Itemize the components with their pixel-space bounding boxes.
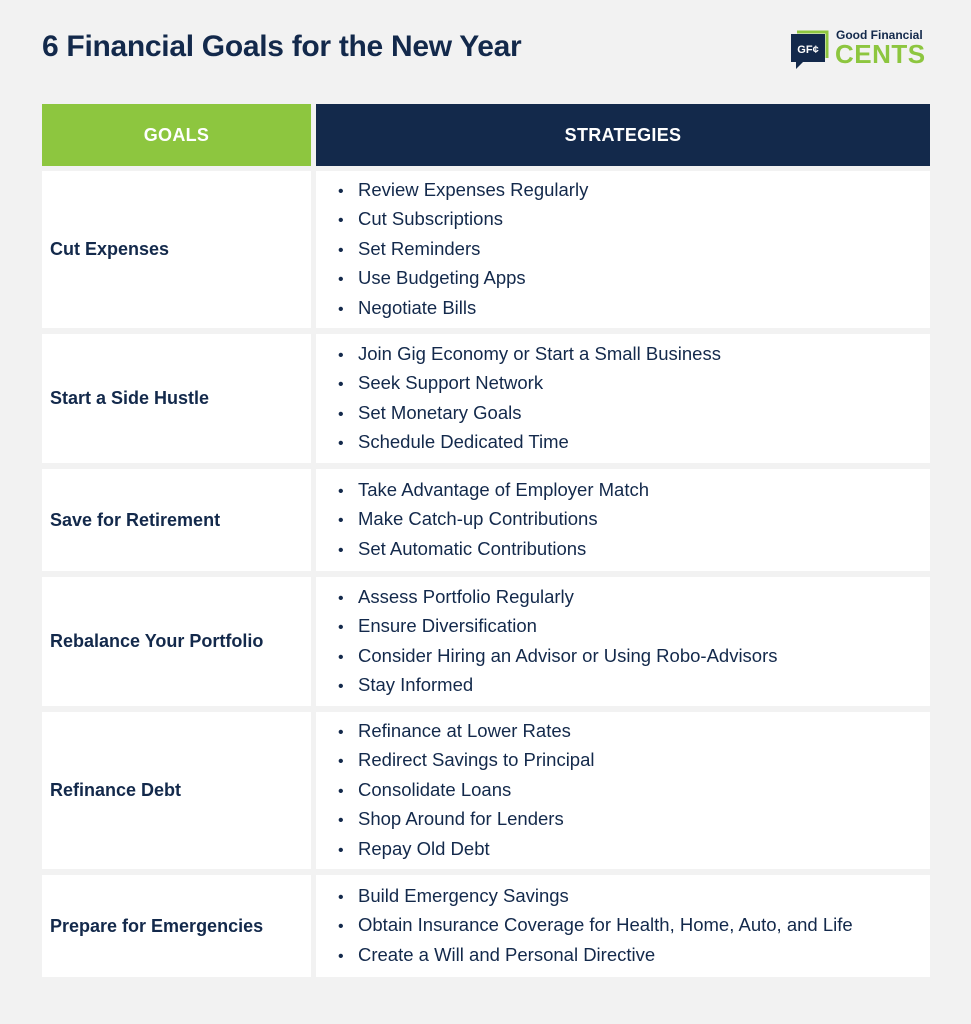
strategy-text: Set Automatic Contributions: [358, 537, 587, 559]
strategies-column-header: STRATEGIES: [316, 104, 930, 166]
strategy-item: [338, 746, 595, 776]
strategies-cell: [316, 875, 930, 977]
strategy-list: [338, 583, 778, 701]
strategy-item: [338, 583, 778, 613]
bullet: •: [338, 648, 344, 666]
strategies-cell: [316, 577, 930, 706]
bullet: •: [338, 435, 344, 452]
strategy-item: [338, 911, 853, 941]
goal-cell: Rebalance Your Portfolio: [42, 577, 311, 706]
strategy-text: Obtain Insurance Coverage for Health, Home, Auto, and Life: [358, 914, 853, 936]
strategy-text: Shop Around for Lenders: [358, 808, 564, 830]
bullet: •: [338, 300, 344, 318]
strategy-text: Seek Support Network: [358, 372, 544, 393]
strategy-text: Negotiate Bills: [358, 296, 477, 318]
strategy-text: Stay Informed: [358, 674, 474, 695]
goal-cell: Cut Expenses: [42, 171, 311, 328]
strategy-text: Refinance at Lower Rates: [358, 719, 571, 741]
strategy-text: Join Gig Economy or Start a Small Business: [358, 342, 721, 364]
goal-cell: Prepare for Emergencies: [42, 875, 311, 977]
strategy-text: Repay Old Debt: [358, 837, 490, 859]
strategy-text: Assess Portfolio Regularly: [358, 585, 574, 607]
page-title: 6 Financial Goals for the New Year: [42, 30, 522, 63]
strategies-cell: [316, 712, 930, 869]
strategy-text: Set Monetary Goals: [358, 401, 522, 423]
strategy-list: [338, 882, 853, 971]
strategy-list: [338, 340, 721, 458]
strategy-text: Set Reminders: [358, 237, 481, 259]
logo-mark-text: GF¢: [797, 44, 819, 56]
bullet: •: [338, 589, 344, 607]
strategy-item: [338, 369, 721, 399]
strategy-item: [338, 428, 721, 458]
bullet: •: [338, 947, 344, 965]
strategy-item: [338, 535, 649, 565]
bullet: •: [338, 271, 344, 289]
strategy-item: [338, 805, 595, 835]
bullet: •: [338, 753, 344, 771]
strategy-item: [338, 264, 588, 294]
strategy-list: [338, 176, 588, 324]
logo-small-text: Good Financial: [836, 28, 923, 42]
strategy-item: [338, 399, 721, 429]
strategies-cell: [316, 171, 930, 328]
bullet: •: [338, 376, 344, 393]
strategy-item: [338, 505, 649, 535]
strategy-text: Take Advantage of Employer Match: [358, 478, 650, 500]
strategy-text: Build Emergency Savings: [358, 884, 569, 906]
goals-column-header: GOALS: [42, 104, 311, 166]
strategy-text: Create a Will and Personal Directive: [358, 943, 656, 965]
strategy-item: [338, 205, 588, 235]
strategy-item: [338, 717, 595, 747]
bullet: •: [338, 782, 344, 800]
strategy-text: Consider Hiring an Advisor or Using Robo-Advisors: [358, 644, 778, 666]
strategies-cell: [316, 334, 930, 463]
bullet: •: [338, 918, 344, 936]
goal-cell: Start a Side Hustle: [42, 334, 311, 463]
strategy-item: [338, 176, 588, 206]
strategy-text: Consolidate Loans: [358, 778, 512, 800]
bullet: •: [338, 619, 344, 636]
strategy-text: Use Budgeting Apps: [358, 267, 526, 289]
bullet: •: [338, 841, 344, 859]
strategy-item: [338, 612, 778, 642]
bullet: •: [338, 678, 344, 695]
goal-cell: Refinance Debt: [42, 712, 311, 869]
strategy-item: [338, 235, 588, 265]
strategy-text: Make Catch-up Contributions: [358, 508, 598, 530]
strategy-text: Cut Subscriptions: [358, 208, 503, 230]
bullet: •: [338, 723, 344, 741]
strategy-item: [338, 642, 778, 672]
strategies-cell: [316, 469, 930, 571]
gfc-logo-icon: [787, 30, 829, 72]
strategy-text: Schedule Dedicated Time: [358, 431, 569, 452]
strategy-text: Redirect Savings to Principal: [358, 749, 595, 771]
bullet: •: [338, 212, 344, 230]
strategy-item: [338, 476, 649, 506]
strategy-item: [338, 882, 853, 912]
strategy-list: [338, 717, 595, 865]
bullet: •: [338, 241, 344, 259]
bullet: •: [338, 541, 344, 559]
strategy-text: Ensure Diversification: [358, 615, 537, 636]
strategy-item: [338, 294, 588, 324]
goal-cell: Save for Retirement: [42, 469, 311, 571]
bullet: •: [338, 812, 344, 830]
strategy-list: [338, 476, 649, 565]
strategy-item: [338, 671, 778, 701]
strategy-item: [338, 340, 721, 370]
bullet: •: [338, 482, 344, 500]
bullet: •: [338, 182, 344, 200]
bullet: •: [338, 888, 344, 906]
logo-big-text: CENTS: [835, 39, 926, 69]
bullet: •: [338, 346, 344, 364]
bullet: •: [338, 405, 344, 423]
strategy-item: [338, 835, 595, 865]
strategy-text: Review Expenses Regularly: [358, 178, 589, 200]
strategy-item: [338, 941, 853, 971]
strategy-item: [338, 776, 595, 806]
bullet: •: [338, 512, 344, 530]
brand-logo: [787, 28, 937, 74]
